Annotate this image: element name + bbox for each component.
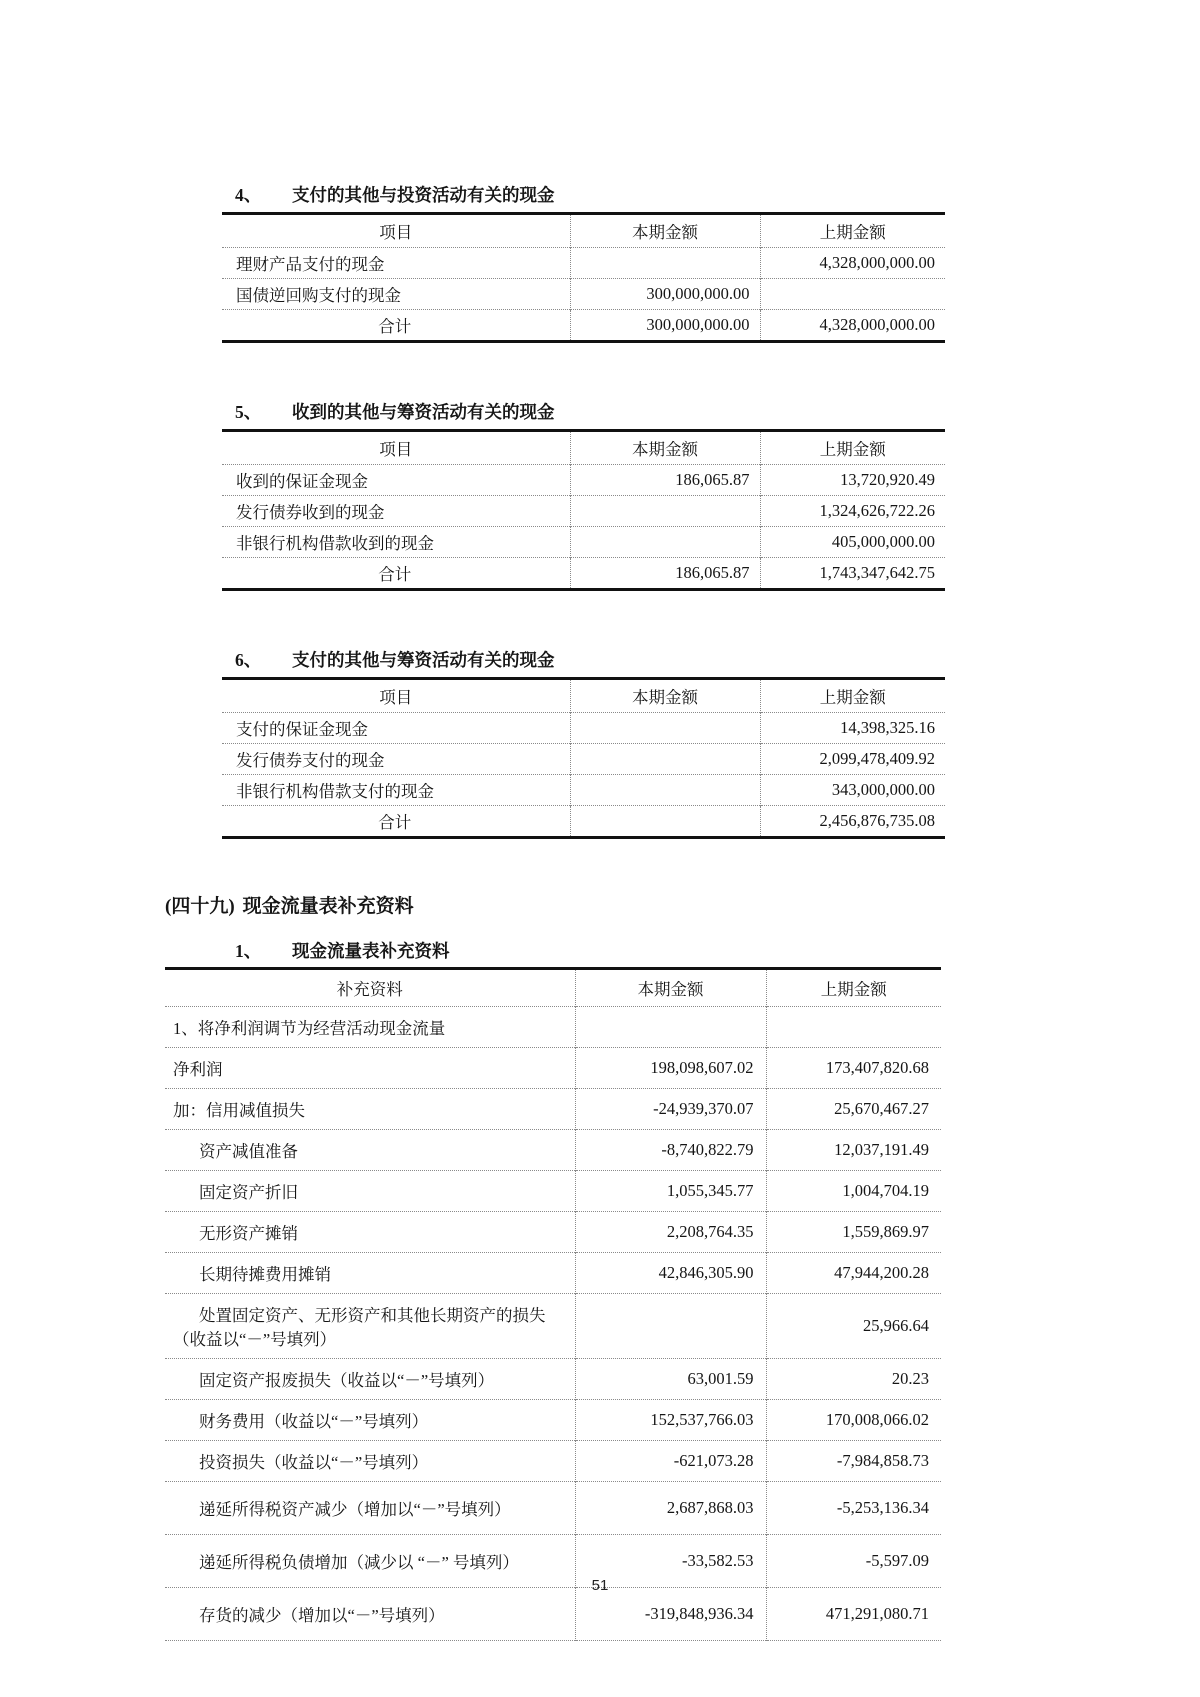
- prior-amount: 13,720,920.49: [760, 465, 945, 496]
- row-label: 净利润: [165, 1048, 575, 1089]
- prior-amount: 2,456,876,735.08: [760, 806, 945, 838]
- prior-amount: [760, 279, 945, 310]
- table-header-row: [222, 679, 945, 713]
- row-label: 资产减值准备: [165, 1130, 575, 1171]
- current-amount: [570, 713, 760, 744]
- table-row: [222, 806, 945, 838]
- table-row: [165, 1359, 941, 1400]
- supplement-heading: [165, 891, 1200, 918]
- prior-amount: -5,597.09: [766, 1535, 941, 1588]
- current-amount: [570, 744, 760, 775]
- column-header-current: 本期金额: [575, 969, 766, 1007]
- current-amount: [575, 1007, 766, 1048]
- table-row: [165, 1441, 941, 1482]
- table-row: [222, 558, 945, 590]
- column-header-item: 补充资料: [336, 980, 403, 999]
- prior-amount: 1,743,347,642.75: [760, 558, 945, 590]
- prior-amount: 343,000,000.00: [760, 775, 945, 806]
- row-label: 非银行机构借款支付的现金: [222, 775, 570, 806]
- row-label: 非银行机构借款收到的现金: [222, 527, 570, 558]
- current-amount: 152,537,766.03: [575, 1400, 766, 1441]
- column-header-current: 本期金额: [570, 431, 760, 465]
- prior-amount: 1,559,869.97: [766, 1212, 941, 1253]
- table-row: [165, 1048, 941, 1089]
- current-amount: -8,740,822.79: [575, 1130, 766, 1171]
- row-label: 理财产品支付的现金: [222, 248, 570, 279]
- current-amount: 186,065.87: [570, 558, 760, 590]
- table-row: [222, 744, 945, 775]
- prior-amount: 2,099,478,409.92: [760, 744, 945, 775]
- column-header-prior: 上期金额: [766, 969, 941, 1007]
- current-amount: 300,000,000.00: [570, 279, 760, 310]
- current-amount: -24,939,370.07: [575, 1089, 766, 1130]
- current-amount: [570, 775, 760, 806]
- row-label: 发行债券支付的现金: [222, 744, 570, 775]
- section-6-block: [0, 647, 1200, 839]
- section-6-heading: [235, 647, 1200, 672]
- table-row: [222, 496, 945, 527]
- row-label: 处置固定资产、无形资产和其他长期资产的损失（收益以“－”号填列）: [165, 1294, 575, 1359]
- row-label: 合计: [222, 310, 570, 342]
- current-amount: 42,846,305.90: [575, 1253, 766, 1294]
- current-amount: -319,848,936.34: [575, 1588, 766, 1641]
- prior-amount: 471,291,080.71: [766, 1588, 941, 1641]
- row-label: 1、将净利润调节为经营活动现金流量: [165, 1007, 575, 1048]
- table-row: [165, 1171, 941, 1212]
- row-label: 加：信用减值损失: [165, 1089, 575, 1130]
- table-row: [165, 1482, 941, 1535]
- column-header-current: 本期金额: [570, 214, 760, 248]
- row-label: 递延所得税负债增加（减少以 “－” 号填列）: [165, 1535, 575, 1588]
- current-amount: [570, 527, 760, 558]
- section-number: 6、: [235, 650, 262, 670]
- column-header-prior: 上期金额: [760, 214, 945, 248]
- prior-amount: 20.23: [766, 1359, 941, 1400]
- table-row: [222, 775, 945, 806]
- row-label: 支付的保证金现金: [222, 713, 570, 744]
- current-amount: 186,065.87: [570, 465, 760, 496]
- current-amount: 198,098,607.02: [575, 1048, 766, 1089]
- column-header-prior: 上期金额: [760, 679, 945, 713]
- table-row: [222, 279, 945, 310]
- supplement-heading-title: 现金流量表补充资料: [242, 896, 414, 917]
- row-label: 财务费用（收益以“－”号填列）: [165, 1400, 575, 1441]
- column-header-current: 本期金额: [570, 679, 760, 713]
- table-row: [165, 1253, 941, 1294]
- supplement-sub-number: 1、: [235, 941, 262, 961]
- current-amount: 2,687,868.03: [575, 1482, 766, 1535]
- table-row: [165, 1588, 941, 1641]
- current-amount: [575, 1294, 766, 1359]
- supplement-sub-title: 现金流量表补充资料: [292, 941, 450, 961]
- row-label: 收到的保证金现金: [222, 465, 570, 496]
- prior-amount: 405,000,000.00: [760, 527, 945, 558]
- row-label: 存货的减少（增加以“－”号填列）: [165, 1588, 575, 1641]
- section-4-block: [0, 0, 1200, 343]
- prior-amount: 25,966.64: [766, 1294, 941, 1359]
- table-row: [222, 248, 945, 279]
- current-amount: 1,055,345.77: [575, 1171, 766, 1212]
- section-title: 收到的其他与筹资活动有关的现金: [292, 402, 555, 422]
- prior-amount: 170,008,066.02: [766, 1400, 941, 1441]
- prior-amount: [766, 1007, 941, 1048]
- table-row: [165, 1212, 941, 1253]
- table-row: [222, 465, 945, 496]
- supplement-sub-heading: [235, 938, 1200, 963]
- row-label: 国债逆回购支付的现金: [222, 279, 570, 310]
- section-5-heading: [235, 399, 1200, 424]
- current-amount: [570, 248, 760, 279]
- row-label: 固定资产报废损失（收益以“－”号填列）: [165, 1359, 575, 1400]
- section-6-table: [222, 677, 945, 839]
- prior-amount: -7,984,858.73: [766, 1441, 941, 1482]
- section-4-heading: [235, 182, 1200, 207]
- table-header-row: [165, 969, 941, 1007]
- row-label: 合计: [222, 806, 570, 838]
- row-label: 合计: [222, 558, 570, 590]
- section-number: 4、: [235, 185, 262, 205]
- section-5-table: [222, 429, 945, 591]
- table-row: [222, 713, 945, 744]
- supplement-block: [0, 891, 1200, 1641]
- column-header-item: 项目: [379, 688, 413, 707]
- prior-amount: 14,398,325.16: [760, 713, 945, 744]
- table-row: [222, 310, 945, 342]
- prior-amount: -5,253,136.34: [766, 1482, 941, 1535]
- table-row: [165, 1400, 941, 1441]
- column-header-prior: 上期金额: [760, 431, 945, 465]
- current-amount: 2,208,764.35: [575, 1212, 766, 1253]
- section-4-table: [222, 212, 945, 343]
- section-5-block: [0, 399, 1200, 591]
- current-amount: -621,073.28: [575, 1441, 766, 1482]
- table-header-row: [222, 431, 945, 465]
- current-amount: 63,001.59: [575, 1359, 766, 1400]
- prior-amount: 173,407,820.68: [766, 1048, 941, 1089]
- supplement-table: [165, 967, 941, 1641]
- section-number: 5、: [235, 402, 262, 422]
- table-header-row: [222, 214, 945, 248]
- prior-amount: 4,328,000,000.00: [760, 248, 945, 279]
- row-label: 递延所得税资产减少（增加以“－”号填列）: [165, 1482, 575, 1535]
- prior-amount: 25,670,467.27: [766, 1089, 941, 1130]
- prior-amount: 4,328,000,000.00: [760, 310, 945, 342]
- prior-amount: 12,037,191.49: [766, 1130, 941, 1171]
- current-amount: -33,582.53: [575, 1535, 766, 1588]
- row-label: 长期待摊费用摊销: [165, 1253, 575, 1294]
- prior-amount: 1,004,704.19: [766, 1171, 941, 1212]
- supplement-heading-number: (四十九): [165, 896, 235, 917]
- current-amount: 300,000,000.00: [570, 310, 760, 342]
- table-row: [165, 1294, 941, 1359]
- table-row: [165, 1089, 941, 1130]
- column-header-item: 项目: [379, 440, 413, 459]
- prior-amount: 47,944,200.28: [766, 1253, 941, 1294]
- current-amount: [570, 496, 760, 527]
- table-row: [222, 527, 945, 558]
- page-number: 51: [591, 1577, 609, 1594]
- row-label: 投资损失（收益以“－”号填列）: [165, 1441, 575, 1482]
- section-title: 支付的其他与投资活动有关的现金: [292, 185, 555, 205]
- current-amount: [570, 806, 760, 838]
- row-label: 固定资产折旧: [165, 1171, 575, 1212]
- table-row: [165, 1130, 941, 1171]
- prior-amount: 1,324,626,722.26: [760, 496, 945, 527]
- table-row: [165, 1007, 941, 1048]
- row-label: 发行债券收到的现金: [222, 496, 570, 527]
- row-label: 无形资产摊销: [165, 1212, 575, 1253]
- column-header-item: 项目: [379, 223, 413, 242]
- section-title: 支付的其他与筹资活动有关的现金: [292, 650, 555, 670]
